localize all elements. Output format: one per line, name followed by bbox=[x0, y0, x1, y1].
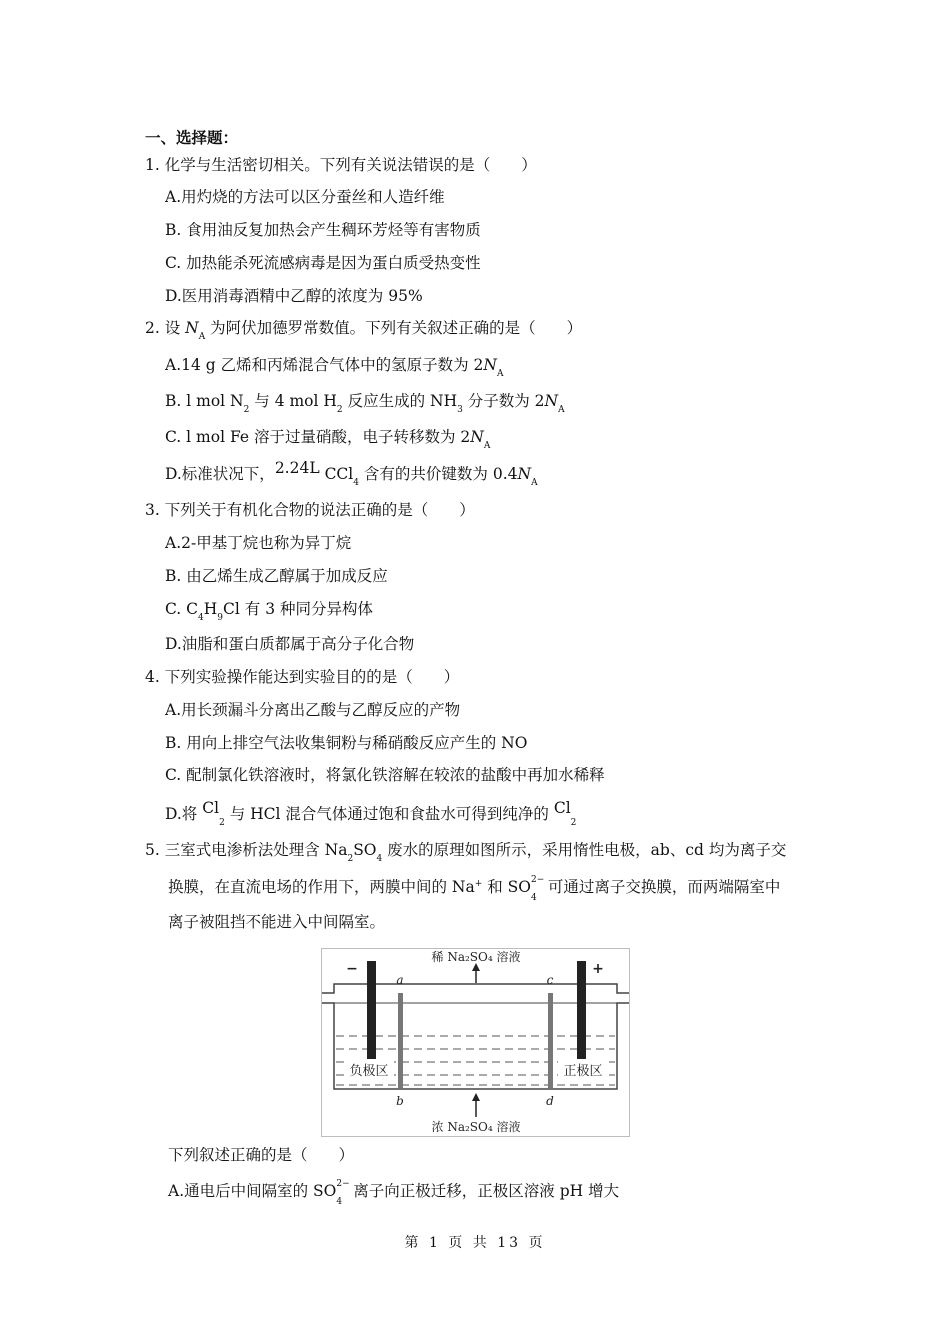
label-c: c bbox=[546, 973, 554, 987]
q5-stem-line1: 5. 三室式电渗析法处理含 $Na_2SO_4$ 废水的原理如图所示，采用惰性电极，ab、cd 均为离子交 bbox=[145, 841, 787, 864]
q4-option-b: B. 用向上排空气法收集铜粉与稀硝酸反应产生的 NO bbox=[165, 734, 528, 752]
q1-option-d: D.医用消毒酒精中乙醇的浓度为 95% bbox=[165, 287, 423, 305]
negative-electrode bbox=[367, 961, 376, 1059]
q3-option-c: C. $C_4H_9Cl$ 有 3 种同分异构体 bbox=[165, 600, 373, 623]
section-title: 一、选择题： bbox=[145, 128, 239, 147]
electrodialysis-figure bbox=[321, 948, 630, 1137]
q2-stem: 2. 设 $N_A$ 为阿伏加德罗常数值。下列有关叙述正确的是（ ） bbox=[145, 319, 583, 342]
page-footer: 第 1 页 共 13 页 bbox=[404, 1235, 546, 1251]
q2-option-d: D.标准状况下，2.24L CCl$_4$ 含有的共价键数为 $0.4N_A$ bbox=[165, 459, 538, 488]
q5-question: 下列叙述正确的是（ ） bbox=[168, 1146, 355, 1164]
q2-option-c: C. l mol Fe 溶于过量硝酸，电子转移数为 $2N_A$ bbox=[165, 428, 491, 451]
q3-option-b: B. 由乙烯生成乙醇属于加成反应 bbox=[165, 567, 388, 585]
q3-option-d: D.油脂和蛋白质都属于高分子化合物 bbox=[165, 635, 415, 653]
q1-option-c: C. 加热能杀死流感病毒是因为蛋白质受热变性 bbox=[165, 254, 481, 272]
label-a: a bbox=[396, 973, 404, 987]
q5-option-a: A.通电后中间隔室的 SO 2− 4 离子向正极迁移，正极区溶液 pH 增大 bbox=[168, 1179, 620, 1207]
q4-option-a: A.用长颈漏斗分离出乙酸与乙醇反应的产物 bbox=[165, 701, 461, 719]
q4-option-c: C. 配制氯化铁溶液时，将氯化铁溶解在较浓的盐酸中再加水稀释 bbox=[165, 766, 605, 784]
positive-region-label: 正极区 bbox=[563, 1064, 603, 1079]
label-b: b bbox=[396, 1094, 404, 1108]
plus-sign: + bbox=[592, 961, 604, 977]
q2-option-a: A.14 g 乙烯和丙烯混合气体中的氢原子数为 $2N_A$ bbox=[165, 356, 504, 379]
q5-stem-line2: 换膜，在直流电场的作用下，两膜中间的 Na+ 和 SO 2− 4 可通过离子交换膜，而两端隔室中 bbox=[168, 875, 781, 903]
q1-option-b: B. 食用油反复加热会产生稠环芳烃等有害物质 bbox=[165, 221, 481, 239]
q4-stem: 4. 下列实验操作能达到实验目的的是（ ） bbox=[145, 668, 460, 686]
top-solution-label: 稀 Na₂SO₄ 溶液 bbox=[431, 950, 521, 964]
q5-stem-line3: 离子被阻挡不能进入中间隔室。 bbox=[168, 913, 386, 931]
minus-sign: − bbox=[346, 961, 358, 977]
bottom-solution-label: 浓 Na₂SO₄ 溶液 bbox=[431, 1120, 521, 1134]
label-d: d bbox=[546, 1094, 554, 1108]
membrane-cd bbox=[548, 993, 553, 1088]
positive-electrode bbox=[577, 961, 586, 1059]
q3-option-a: A.2-甲基丁烷也称为异丁烷 bbox=[165, 534, 352, 552]
q1-stem: 1. 化学与生活密切相关。下列有关说法错误的是（ ） bbox=[145, 156, 537, 174]
q4-option-d: D.将 $Cl_2$ 与 HCl 混合气体通过饱和食盐水可得到纯净的 $Cl_2$ bbox=[165, 799, 577, 828]
membrane-ab bbox=[398, 993, 403, 1088]
electrodialysis-diagram bbox=[322, 949, 629, 1136]
negative-region-label: 负极区 bbox=[349, 1064, 389, 1079]
q3-stem: 3. 下列关于有机化合物的说法正确的是（ ） bbox=[145, 501, 475, 519]
q2-option-b: B. l mol $N_2$ 与 4 mol $H_2$ 反应生成的 $NH_3$ 分子数为 $2N_A$ bbox=[165, 392, 565, 415]
q1-option-a: A.用灼烧的方法可以区分蚕丝和人造纤维 bbox=[165, 188, 445, 206]
